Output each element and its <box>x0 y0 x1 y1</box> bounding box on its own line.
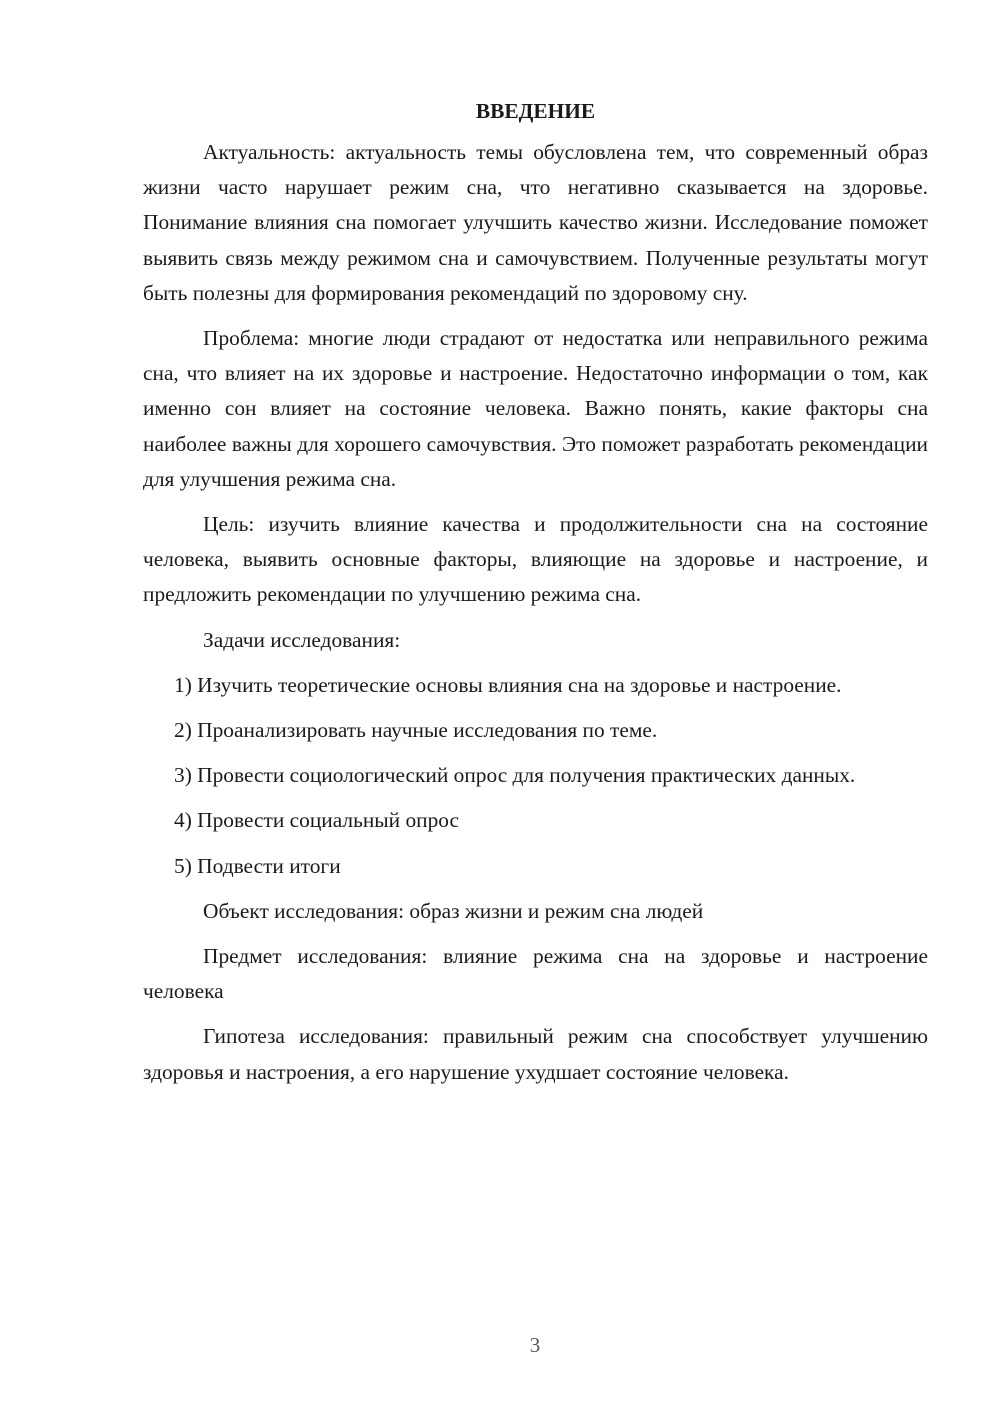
task-item-4: 4) Провести социальный опрос <box>174 808 460 833</box>
relevance-paragraph: Актуальность: актуальность темы обусловлена тем, что современный образ жизни часто нарушает режим сна, что негативно сказывается на здоровье. Понимание влияния сна помогает улучшить качество жизни. Исследование поможет выявить связь между режимом сна и самочувствием. Полученные результаты могут быть полезны для формирования рекомендаций по здоровому сну. <box>143 140 928 305</box>
task-item-2: 2) Проанализировать научные исследования по теме. <box>174 718 658 743</box>
problem-paragraph: Проблема: многие люди страдают от недостатка или неправильного режима сна, что влияет на их здоровье и настроение. Недостаточно информации о том, как именно сон влияет на состояние человека. Важно понять, какие факторы сна наиболее важны для хорошего самочувствия. Это поможет разработать рекомендации для улучшения режима сна. <box>143 326 928 491</box>
hypothesis-paragraph: Гипотеза исследования: правильный режим сна способствует улучшению здоровья и настроения, а его нарушение ухудшает состояние человека. <box>143 1024 928 1084</box>
page-number: 3 <box>529 1333 541 1357</box>
document-page <box>143 96 928 1100</box>
object-paragraph: Объект исследования: образ жизни и режим сна людей <box>203 898 704 923</box>
task-item-5: 5) Подвести итоги <box>174 853 341 878</box>
task-item-1: 1) Изучить теоретические основы влияния сна на здоровье и настроение. <box>174 672 842 697</box>
task-item-3: 3) Провести социологический опрос для получения практических данных. <box>174 763 856 788</box>
subject-paragraph: Предмет исследования: влияние режима сна на здоровье и настроение человека <box>143 944 928 1004</box>
goal-paragraph: Цель: изучить влияние качества и продолжительности сна на состояние человека, выявить основные факторы, влияющие на здоровье и настроение, и предложить рекомендации по улучшению режима сна. <box>143 512 928 607</box>
tasks-heading: Задачи исследования: <box>203 627 401 652</box>
page-title: ВВЕДЕНИЕ <box>475 99 596 123</box>
